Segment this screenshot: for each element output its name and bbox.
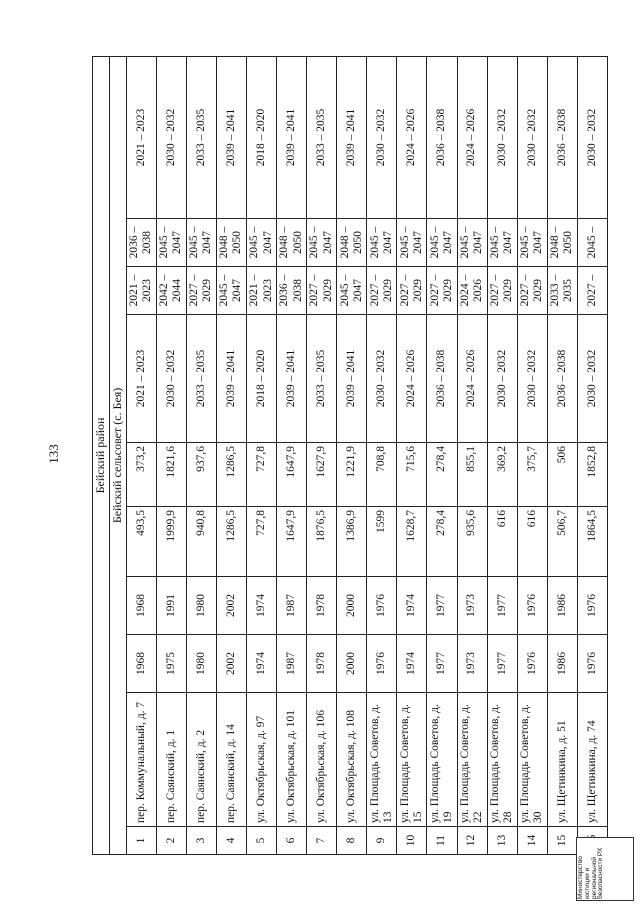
row-period-b: 2045 – 2047 [457, 219, 487, 267]
row-period-b: 2048 – 2050 [337, 219, 367, 267]
row-area-total: 278,4 [427, 507, 457, 577]
row-period-overhaul: 2039 – 2041 [216, 315, 246, 443]
row-period-overhaul: 2024 – 2026 [457, 315, 487, 443]
row-period-b: 2045 – 2047 [487, 219, 517, 267]
row-period-final: 2030 – 2032 [156, 56, 186, 218]
row-period-final: 2021 – 2023 [126, 56, 156, 218]
row-area-total: 1286,5 [216, 507, 246, 577]
row-period-overhaul: 2021 – 2023 [126, 315, 156, 443]
table-row [547, 56, 577, 854]
row-year-built: 2002 [216, 635, 246, 693]
row-period-final: 2033 – 2035 [186, 56, 216, 218]
row-address: ул. Площадь Советов, д. 15 [397, 693, 427, 827]
row-address: ул. Октябрьская, д. 108 [337, 693, 367, 827]
row-number: 4 [216, 827, 246, 855]
row-area-total: 940,8 [186, 507, 216, 577]
row-year-commissioned: 1976 [367, 577, 397, 635]
table-row [156, 56, 186, 854]
row-year-commissioned: 1978 [307, 577, 337, 635]
row-year-built: 1976 [367, 635, 397, 693]
row-period-b: 2045 – [577, 219, 607, 267]
row-area-total: 1864,5 [577, 507, 607, 577]
row-period-a: 2021 – 2023 [246, 267, 276, 315]
row-period-b: 2048 – 2050 [547, 219, 577, 267]
row-year-built: 1977 [487, 635, 517, 693]
row-year-built: 2000 [337, 635, 367, 693]
row-area-living: 855,1 [457, 443, 487, 507]
row-period-a: 2033 – 2035 [547, 267, 577, 315]
table-row [367, 56, 397, 854]
row-year-built: 1975 [156, 635, 186, 693]
row-year-built: 1976 [577, 635, 607, 693]
row-number: 1 [126, 827, 156, 855]
row-period-a: 2027 – 2029 [397, 267, 427, 315]
row-year-commissioned: 2002 [216, 577, 246, 635]
row-year-built: 1973 [457, 635, 487, 693]
official-stamp: Министерство юстиции и региональной безопасности РХ [576, 837, 634, 901]
row-year-built: 1980 [186, 635, 216, 693]
row-number: 13 [487, 827, 517, 855]
row-period-b: 2045 – 2047 [246, 219, 276, 267]
row-area-total: 935,6 [457, 507, 487, 577]
row-period-overhaul: 2036 – 2038 [427, 315, 457, 443]
row-area-total: 1599 [367, 507, 397, 577]
row-area-total: 1647,9 [277, 507, 307, 577]
row-year-commissioned: 2000 [337, 577, 367, 635]
row-number: 12 [457, 827, 487, 855]
row-period-overhaul: 2018 – 2020 [246, 315, 276, 443]
table-row [246, 56, 276, 854]
row-period-overhaul: 2039 – 2041 [277, 315, 307, 443]
row-number: 3 [186, 827, 216, 855]
row-period-overhaul: 2024 – 2026 [397, 315, 427, 443]
row-period-final: 2030 – 2032 [487, 56, 517, 218]
row-area-living: 1221,9 [337, 443, 367, 507]
row-period-overhaul: 2030 – 2032 [156, 315, 186, 443]
row-address: ул. Площадь Советов, д. 19 [427, 693, 457, 827]
row-year-commissioned: 1976 [577, 577, 607, 635]
row-address: пер. Коммунальный, д. 7 [126, 693, 156, 827]
table-row [577, 56, 607, 854]
row-address: пер. Саянский, д. 1 [156, 693, 186, 827]
row-period-a: 2045 – 2047 [216, 267, 246, 315]
row-period-overhaul: 2039 – 2041 [337, 315, 367, 443]
row-number: 6 [277, 827, 307, 855]
row-year-built: 1978 [307, 635, 337, 693]
row-number: 8 [337, 827, 367, 855]
row-address: ул. Площадь Советов, д. 30 [517, 693, 547, 827]
row-period-final: 2039 – 2041 [277, 56, 307, 218]
row-period-a: 2042 – 2044 [156, 267, 186, 315]
row-year-commissioned: 1987 [277, 577, 307, 635]
table-row [517, 56, 547, 854]
row-period-final: 2036 – 2038 [547, 56, 577, 218]
row-address: ул. Площадь Советов, д. 13 [367, 693, 397, 827]
district-header: Бейский район [93, 56, 110, 854]
row-number: 2 [156, 827, 186, 855]
row-address: ул. Октябрьская, д. 101 [277, 693, 307, 827]
row-address: ул. Площадь Советов, д. 22 [457, 693, 487, 827]
row-year-commissioned: 1986 [547, 577, 577, 635]
row-year-commissioned: 1977 [427, 577, 457, 635]
row-year-built: 1968 [126, 635, 156, 693]
row-area-living: 1852,8 [577, 443, 607, 507]
row-period-b: 2045 – 2047 [156, 219, 186, 267]
row-period-a: 2027 – 2029 [427, 267, 457, 315]
row-number: 5 [246, 827, 276, 855]
table-row [126, 56, 156, 854]
row-year-built: 1986 [547, 635, 577, 693]
row-number: 9 [367, 827, 397, 855]
row-year-built: 1974 [246, 635, 276, 693]
table-row [216, 56, 246, 854]
register-table [92, 56, 608, 855]
row-area-total: 506,7 [547, 507, 577, 577]
table-row [427, 56, 457, 854]
council-header: Бейский сельсовет (с. Бея) [109, 56, 126, 854]
row-period-b: 2048 – 2050 [216, 219, 246, 267]
table-row [337, 56, 367, 854]
row-period-a: 2027 – [577, 267, 607, 315]
page-number: 133 [46, 444, 61, 464]
row-period-b: 2045 – 2047 [367, 219, 397, 267]
row-area-living: 369,2 [487, 443, 517, 507]
row-area-living: 708,8 [367, 443, 397, 507]
row-number: 11 [427, 827, 457, 855]
row-year-commissioned: 1974 [246, 577, 276, 635]
row-period-b: 2045 – 2047 [307, 219, 337, 267]
row-period-a: 2027 – 2029 [487, 267, 517, 315]
row-address: ул. Октябрьская, д. 97 [246, 693, 276, 827]
row-period-final: 2036 – 2038 [427, 56, 457, 218]
row-area-total: 727,8 [246, 507, 276, 577]
row-period-a: 2036 – 2038 [277, 267, 307, 315]
row-year-commissioned: 1973 [457, 577, 487, 635]
row-address: пер. Саянский, д. 14 [216, 693, 246, 827]
row-year-built: 1974 [397, 635, 427, 693]
row-period-final: 2024 – 2026 [397, 56, 427, 218]
row-year-built: 1987 [277, 635, 307, 693]
row-period-final: 2024 – 2026 [457, 56, 487, 218]
row-period-a: 2024 – 2026 [457, 267, 487, 315]
row-period-overhaul: 2030 – 2032 [367, 315, 397, 443]
row-area-total: 1386,9 [337, 507, 367, 577]
row-number: 10 [397, 827, 427, 855]
row-period-b: 2045 – 2047 [397, 219, 427, 267]
row-period-final: 2039 – 2041 [216, 56, 246, 218]
row-period-overhaul: 2030 – 2032 [487, 315, 517, 443]
row-period-final: 2030 – 2032 [577, 56, 607, 218]
table-row [307, 56, 337, 854]
row-area-total: 1999,9 [156, 507, 186, 577]
row-year-commissioned: 1976 [517, 577, 547, 635]
row-area-living: 727,8 [246, 443, 276, 507]
row-number: 7 [307, 827, 337, 855]
row-area-living: 1821,6 [156, 443, 186, 507]
row-period-overhaul: 2030 – 2032 [517, 315, 547, 443]
row-period-a: 2045 – 2047 [337, 267, 367, 315]
row-address: ул. Октябрьская, д. 106 [307, 693, 337, 827]
row-year-commissioned: 1977 [487, 577, 517, 635]
row-area-living: 1647,9 [277, 443, 307, 507]
row-area-total: 1628,7 [397, 507, 427, 577]
row-year-commissioned: 1968 [126, 577, 156, 635]
row-period-final: 2030 – 2032 [367, 56, 397, 218]
row-year-built: 1976 [517, 635, 547, 693]
row-period-final: 2030 – 2032 [517, 56, 547, 218]
row-period-b: 2045 – 2047 [427, 219, 457, 267]
table-region [92, 57, 608, 855]
row-year-commissioned: 1991 [156, 577, 186, 635]
row-period-overhaul: 2033 – 2035 [307, 315, 337, 443]
row-period-a: 2027 – 2029 [186, 267, 216, 315]
row-period-a: 2027 – 2029 [517, 267, 547, 315]
row-period-b: 2048 – 2050 [277, 219, 307, 267]
row-area-living: 937,6 [186, 443, 216, 507]
row-area-living: 375,7 [517, 443, 547, 507]
table-row [397, 56, 427, 854]
row-period-a: 2027 – 2029 [307, 267, 337, 315]
row-period-final: 2018 – 2020 [246, 56, 276, 218]
table-rotated [92, 57, 608, 855]
row-period-b: 2036 – 2038 [126, 219, 156, 267]
table-row [277, 56, 307, 854]
row-area-living: 373,2 [126, 443, 156, 507]
row-area-total: 493,5 [126, 507, 156, 577]
row-area-total: 616 [487, 507, 517, 577]
row-area-living: 715,6 [397, 443, 427, 507]
row-area-living: 1286,5 [216, 443, 246, 507]
row-address: ул. Площадь Советов, д. 28 [487, 693, 517, 827]
row-year-commissioned: 1974 [397, 577, 427, 635]
row-period-final: 2039 – 2041 [337, 56, 367, 218]
row-year-built: 1977 [427, 635, 457, 693]
row-period-overhaul: 2033 – 2035 [186, 315, 216, 443]
row-area-living: 1627,9 [307, 443, 337, 507]
table-row [457, 56, 487, 854]
row-number: 15 [547, 827, 577, 855]
row-area-living: 506 [547, 443, 577, 507]
row-period-overhaul: 2036 – 2038 [547, 315, 577, 443]
row-period-a: 2027 – 2029 [367, 267, 397, 315]
row-period-a: 2021 – 2023 [126, 267, 156, 315]
row-number: 14 [517, 827, 547, 855]
row-year-commissioned: 1980 [186, 577, 216, 635]
row-area-total: 1876,5 [307, 507, 337, 577]
row-area-total: 616 [517, 507, 547, 577]
row-period-b: 2045 – 2047 [186, 219, 216, 267]
table-row [186, 56, 216, 854]
row-period-final: 2033 – 2035 [307, 56, 337, 218]
row-period-overhaul: 2030 – 2032 [577, 315, 607, 443]
row-address: ул. Щетинкина, д. 51 [547, 693, 577, 827]
table-row [487, 56, 517, 854]
row-period-b: 2045 – 2047 [517, 219, 547, 267]
row-address: пер. Саянский, д. 2 [186, 693, 216, 827]
row-address: ул. Щетинкина, д. 74 [577, 693, 607, 827]
row-area-living: 278,4 [427, 443, 457, 507]
